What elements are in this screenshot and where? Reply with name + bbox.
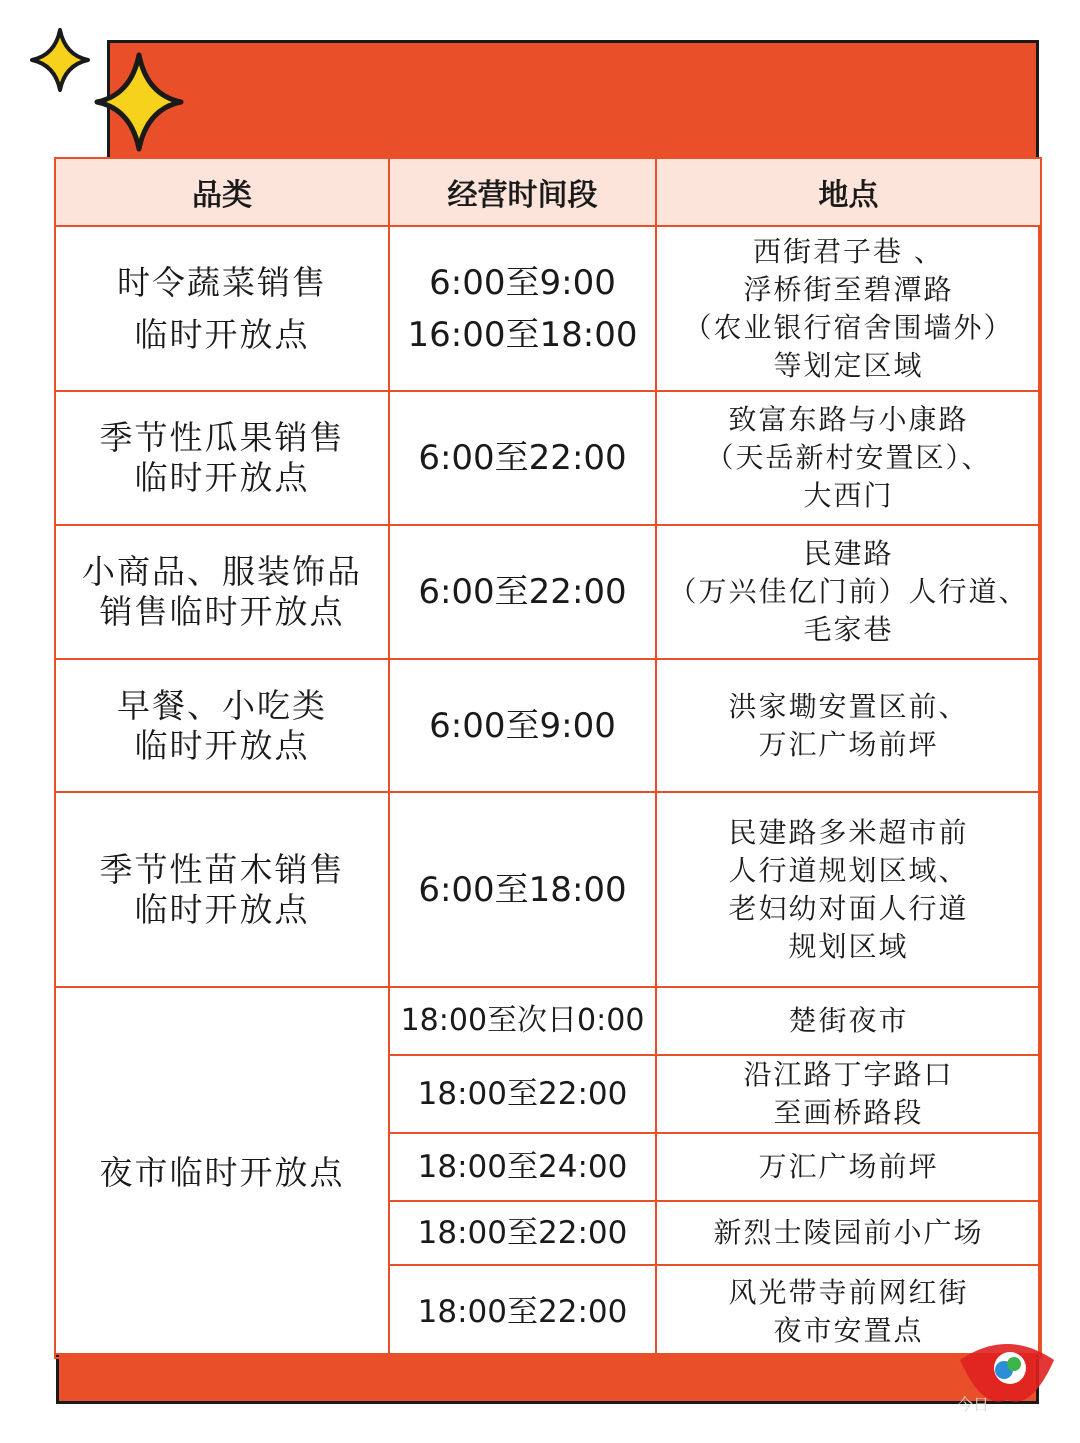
category-cell xyxy=(55,525,389,659)
location-cell xyxy=(656,1133,1041,1201)
time-cell: 18:00至22:00 xyxy=(389,1265,656,1358)
location-cell xyxy=(656,1055,1041,1133)
large-sparkle-icon xyxy=(94,52,184,152)
watermark-text: 今日 xyxy=(957,1395,990,1414)
location-line: 洪家墈安置区前、 xyxy=(728,689,969,723)
table-row xyxy=(55,226,1041,391)
time-cell: 18:00至22:00 xyxy=(389,1201,656,1265)
category-line: 早餐、小吃类 xyxy=(117,685,327,725)
table-row xyxy=(55,659,1041,792)
category-line: 临时开放点 xyxy=(134,458,310,497)
time-cell: 18:00至22:00 xyxy=(389,1055,656,1133)
header-category: 品类 xyxy=(55,158,389,226)
time-cell xyxy=(389,525,656,659)
category-cell xyxy=(55,391,389,525)
table-row xyxy=(55,987,1041,1055)
time-line: 16:00至18:00 xyxy=(407,314,638,355)
location-line: （天岳新村安置区）、 xyxy=(705,441,992,474)
time-cell: 18:00至次日0:00 xyxy=(389,987,656,1055)
location-line: 民建路多米超市前 xyxy=(728,815,969,849)
table-row xyxy=(55,525,1041,659)
location-line: 沿江路丁字路口 xyxy=(743,1058,954,1091)
location-line: （万兴佳亿门前）人行道、 xyxy=(668,575,1029,608)
category-line: 时令蔬菜销售 xyxy=(117,262,327,302)
location-cell xyxy=(656,1201,1041,1265)
small-sparkle-icon xyxy=(30,28,90,92)
location-cell xyxy=(656,987,1041,1055)
location-line: 浮桥街至碧潭路 xyxy=(743,272,954,306)
category-line: 季节性瓜果销售 xyxy=(99,418,345,457)
table-row xyxy=(55,391,1041,525)
location-line: 人行道规划区域、 xyxy=(728,853,969,887)
time-line: 6:00至22:00 xyxy=(418,438,627,478)
orange-bottom-band xyxy=(56,1352,1039,1404)
location-line: 大西门 xyxy=(803,479,894,512)
location-line: 风光带寺前网红街 xyxy=(728,1275,969,1309)
header-time: 经营时间段 xyxy=(389,158,656,226)
category-line: 小商品、服装饰品 xyxy=(82,552,362,591)
location-line: 规划区域 xyxy=(788,929,909,963)
eye-logo-icon xyxy=(952,1330,1062,1440)
time-line: 6:00至22:00 xyxy=(418,572,627,612)
location-cell xyxy=(656,792,1041,987)
category-line: 季节性苗木销售 xyxy=(99,849,345,889)
category-cell xyxy=(55,226,389,391)
time-line: 6:00至9:00 xyxy=(429,705,616,746)
time-line: 6:00至9:00 xyxy=(429,262,616,303)
location-line: 万汇广场前坪 xyxy=(758,727,939,761)
header-location: 地点 xyxy=(656,158,1041,226)
category-line: 临时开放点 xyxy=(134,314,310,354)
vendor-schedule-table xyxy=(54,157,1042,1359)
time-cell xyxy=(389,792,656,987)
category-line: 临时开放点 xyxy=(134,889,310,929)
location-line: 至画桥路段 xyxy=(773,1096,924,1129)
location-line: 老妇幼对面人行道 xyxy=(728,891,969,925)
location-cell xyxy=(656,391,1041,525)
category-cell xyxy=(55,792,389,987)
table-header-row xyxy=(55,158,1041,226)
category-line: 临时开放点 xyxy=(134,725,310,765)
location-line: 毛家巷 xyxy=(803,613,894,646)
location-line: 万汇广场前坪 xyxy=(758,1150,939,1183)
location-cell xyxy=(656,659,1041,792)
location-line: 夜市安置点 xyxy=(773,1313,924,1347)
time-cell: 18:00至24:00 xyxy=(389,1133,656,1201)
location-line: （农业银行宿舍围墙外） xyxy=(683,310,1014,344)
location-cell xyxy=(656,226,1041,391)
category-line: 销售临时开放点 xyxy=(99,592,345,631)
location-line: 等划定区域 xyxy=(773,348,924,382)
location-line: 致富东路与小康路 xyxy=(728,403,969,436)
location-line: 楚街夜市 xyxy=(788,1004,909,1037)
location-line: 民建路 xyxy=(803,537,894,570)
time-cell xyxy=(389,391,656,525)
night-market-category-cell: 夜市临时开放点 xyxy=(55,987,389,1358)
table-row xyxy=(55,792,1041,987)
time-cell xyxy=(389,226,656,391)
time-cell xyxy=(389,659,656,792)
category-cell xyxy=(55,659,389,792)
location-line: 西街君子巷 、 xyxy=(753,234,944,268)
time-line: 6:00至18:00 xyxy=(418,869,627,910)
location-cell xyxy=(656,525,1041,659)
location-line: 新烈士陵园前小广场 xyxy=(713,1216,984,1249)
